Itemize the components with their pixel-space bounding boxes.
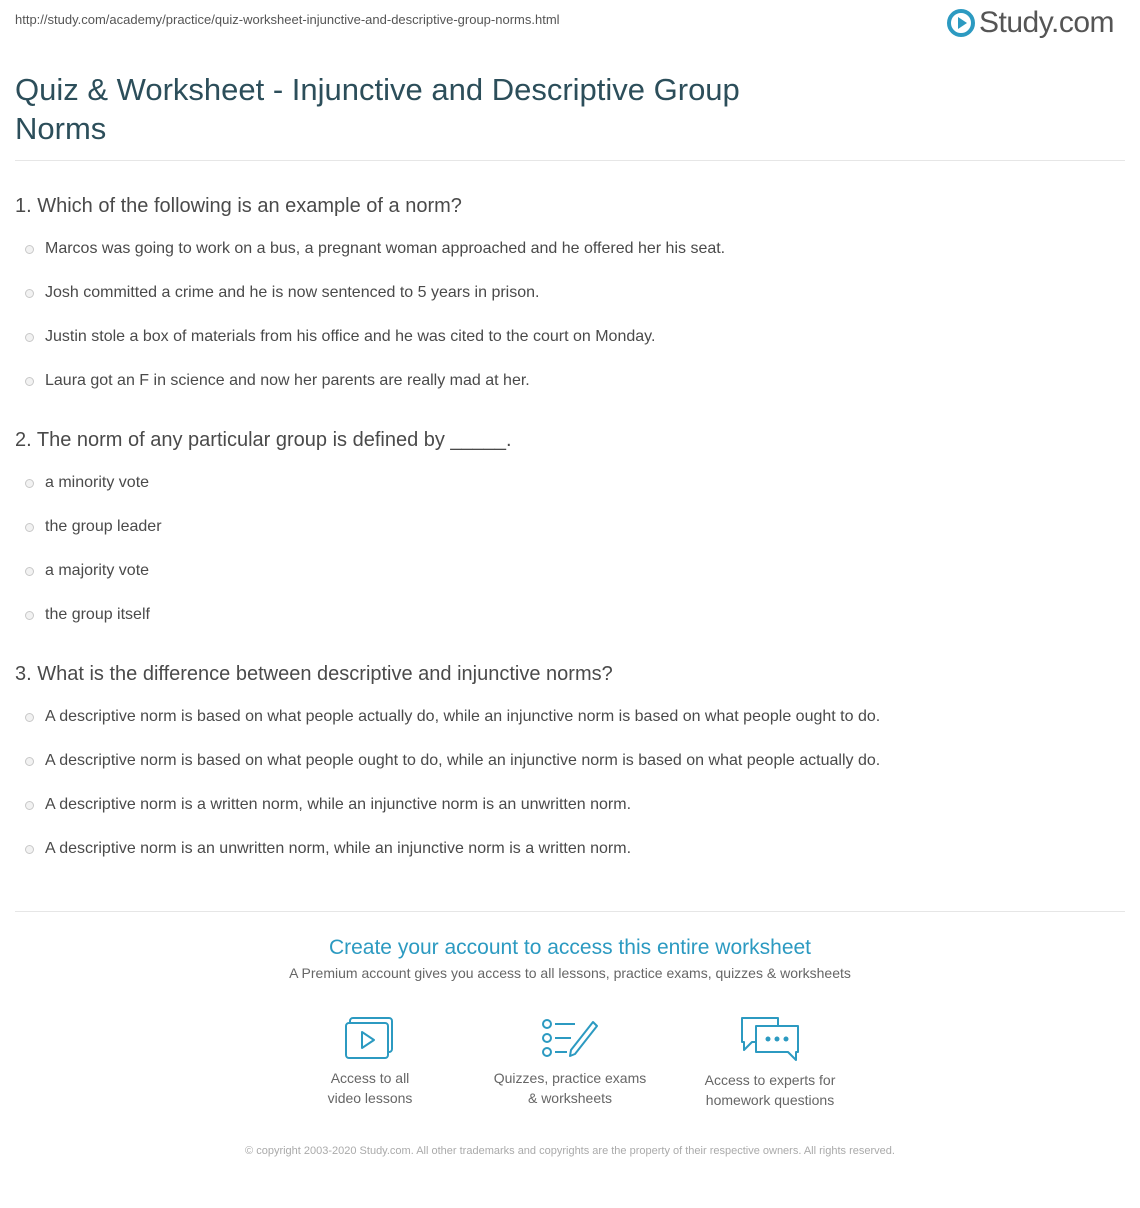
radio-icon[interactable] <box>25 611 34 620</box>
question-3 <box>15 662 1125 871</box>
radio-icon[interactable] <box>25 377 34 386</box>
quiz-checklist-icon <box>541 1016 599 1060</box>
feature-quizzes <box>470 1016 670 1110</box>
question-1 <box>15 194 1125 403</box>
copyright-footer: © copyright 2003-2020 Study.com. All other trademarks and copyrights are the property of their respective owners. All rights reserved. <box>245 1145 895 1157</box>
answer-label: a majority vote <box>45 562 150 579</box>
answer-option[interactable] <box>15 695 1125 739</box>
answer-option[interactable] <box>15 359 1125 403</box>
logo-text: Study.com <box>979 6 1114 39</box>
answer-option[interactable] <box>15 783 1125 827</box>
answer-option[interactable] <box>15 593 1125 637</box>
radio-icon[interactable] <box>25 845 34 854</box>
answer-label: A descriptive norm is based on what people ought to do, while an injunctive norm is based on what people actually do. <box>45 752 881 769</box>
answer-list <box>15 461 1125 637</box>
question-text: 1. Which of the following is an example of a norm? <box>15 195 462 217</box>
cta-title-link[interactable]: Create your account to access this entire worksheet <box>328 936 812 959</box>
radio-icon[interactable] <box>25 479 34 488</box>
radio-icon[interactable] <box>25 245 34 254</box>
answer-option[interactable] <box>15 461 1125 505</box>
question-text: 2. The norm of any particular group is defined by _____. <box>15 429 512 451</box>
answer-list <box>15 695 1125 871</box>
answer-option[interactable] <box>15 739 1125 783</box>
answer-label: the group leader <box>45 518 162 535</box>
feature-video-lessons <box>270 1016 470 1110</box>
answer-label: a minority vote <box>45 474 150 491</box>
question-list <box>15 194 1125 896</box>
title-divider <box>15 160 1125 161</box>
answer-label: Justin stole a box of materials from his office and he was cited to the court on Monday. <box>45 328 656 345</box>
question-2 <box>15 428 1125 637</box>
radio-icon[interactable] <box>25 567 34 576</box>
study-logo[interactable] <box>947 6 1114 40</box>
answer-list <box>15 227 1125 403</box>
page-title: Quiz & Worksheet - Injunctive and Descriptive Group Norms <box>15 72 740 146</box>
radio-icon[interactable] <box>25 801 34 810</box>
radio-icon[interactable] <box>25 713 34 722</box>
answer-option[interactable] <box>15 827 1125 871</box>
answer-label: Marcos was going to work on a bus, a pregnant woman approached and he offered her his seat. <box>45 240 726 257</box>
signup-cta <box>0 935 1140 981</box>
feature-list <box>270 1016 870 1110</box>
cta-subtitle: A Premium account gives you access to all lessons, practice exams, quizzes & worksheets <box>289 965 851 981</box>
answer-label: A descriptive norm is an unwritten norm, while an injunctive norm is a written norm. <box>45 840 632 857</box>
feature-experts <box>670 1016 870 1110</box>
answer-option[interactable] <box>15 549 1125 593</box>
feature-label: Quizzes, practice exams & worksheets <box>493 1070 647 1106</box>
answer-label: A descriptive norm is a written norm, while an injunctive norm is an unwritten norm. <box>45 796 632 813</box>
answer-option[interactable] <box>15 227 1125 271</box>
video-lesson-icon <box>344 1016 396 1060</box>
answer-option[interactable] <box>15 505 1125 549</box>
radio-icon[interactable] <box>25 333 34 342</box>
answer-label: Laura got an F in science and now her parents are really mad at her. <box>45 372 530 389</box>
answer-label: the group itself <box>45 606 150 623</box>
answer-label: A descriptive norm is based on what people actually do, while an injunctive norm is based on what people ought to do. <box>45 708 881 725</box>
radio-icon[interactable] <box>25 523 34 532</box>
radio-icon[interactable] <box>25 289 34 298</box>
feature-label: Access to experts for homework questions <box>704 1072 836 1108</box>
radio-icon[interactable] <box>25 757 34 766</box>
answer-label: Josh committed a crime and he is now sentenced to 5 years in prison. <box>45 284 540 301</box>
play-circle-icon <box>947 9 975 37</box>
answer-option[interactable] <box>15 315 1125 359</box>
cta-divider <box>15 911 1125 912</box>
page-url: http://study.com/academy/practice/quiz-worksheet-injunctive-and-descriptive-group-norms.html <box>15 12 560 27</box>
question-text: 3. What is the difference between descriptive and injunctive norms? <box>15 663 613 685</box>
expert-chat-icon <box>738 1016 802 1062</box>
answer-option[interactable] <box>15 271 1125 315</box>
feature-label: Access to all video lessons <box>327 1070 413 1106</box>
